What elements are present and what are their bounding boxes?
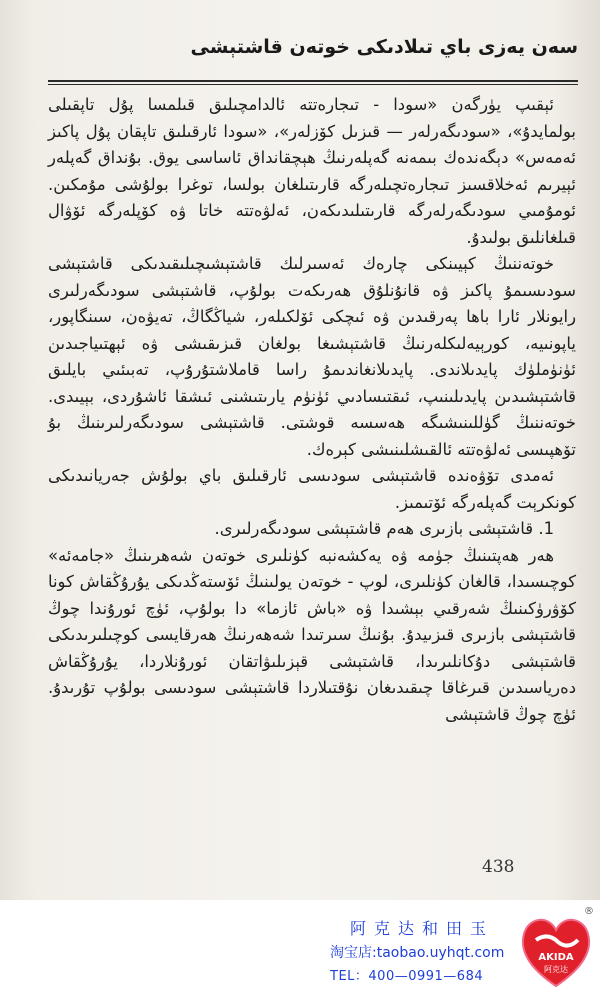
watermark-phone: TEL：400—0991—684 (330, 969, 484, 984)
paragraph-4: ھەر ھەپتىنىڭ جۈمە ۋە يەكشەنبە كۈنلىرى خوتەن شەھرىنىڭ «جامەئە» كوچىسىدا، قالغان كۈنلىرى، لوپ - خوتەن يولىنىڭ ئۆستەڭدىكى يۇرۇڭقاش كونا كۆۋرۈكىنىڭ شەرقىي بېشىدا ۋە «باش ئازما» دا بولۇپ، ئۈچ ئورۇندا چوڭ قاشتېشى بازىرى قىزىيدۇ. بۇنىڭ سىرتىدا شەھەرنىڭ ھەرقايسى كوچىلىرىدىكى قاشتېشى دۇكانلىرىدا، قاشتېشى قېزىلىۋاتقان ئورۇنلاردا، يۇرۇڭقاش دەرياسىدىن قىرغاقا چىقىدىغان نۇقتىلاردا قاشتېشى سودىسى بولۇپ تۇرىدۇ. ئۈچ چوڭ قاشتېشى (48, 545, 576, 724)
paragraph-2: خوتەننىڭ كېيىنكى چارەك ئەسىرلىك قاشتېشىچىلىقىدىكى قاشتېشى سودىسىمۇ پاكىز ۋە قانۇنلۇق ھەرىكەت بولۇپ، قاشتېشى سودىگەرلىرى رايونلار ئارا باھا پەرقىدىن ۋە ئىچكى ئۆلكىلەر، شياڭگاڭ، تەيۋەن، سىنگاپور، ياپونىيە، كورېيەلىكلەرنىڭ قاشتېشىغا بولغان قىزىقىشى ۋە ئېھتىياجىدىن ئۈنۈملۈك پايدىلاندى. پايدىلانغاندىمۇ راسا قاملاشتۇرۇپ، تەبىئىي بايلىق قاشتېشىدىن پايدىلىنىپ، ئىقتىسادىي ئۈنۈم يارىتىشنى ئىشقا ئاشۇردى، بېيىدى. خوتەننىڭ گۈللىنىشىگە ھەسسە قوشتى. قاشتېشى سودىگەرلىرىنىڭ بۇ تۆھپىسى ئەلۋەتتە ئالقىشلىنىشى كېرەك. (48, 254, 576, 459)
registered-mark: ® (584, 906, 594, 917)
body-text (48, 92, 576, 728)
brand-logo-heart-icon (518, 910, 594, 990)
section-heading: 1. قاشتېشى بازىرى ھەم قاشتېشى سودىگەرلىرى. (214, 519, 554, 538)
logo-akida-cn-text: 阿克达 (544, 965, 568, 974)
shop-watermark (330, 917, 518, 989)
page-number: 438 (482, 857, 515, 877)
paragraph-1: ئېقىپ يۈرگەن «سودا - تىجارەتتە ئالدامچىلىق قىلمسا پۇل تاپقىلى بولمايدۇ»، «سودىگەرلەر — قىزىل كۆزلەر»، «سودا ئارقىلىق تاپقان پۇل پاكىز ئەمەس» دېگەندەك بىمەنە گەپلەرنىڭ ھېچقانداق ئاساسى يوق. بۇنداق گەپلەر ئېيرىم ئەخلاقسىز تىجارەتچىلەرگە قارىتىلغان بولسا، توغرا بولۇشى مۇمكىن. ئومۇمىي سودىگەرلەرگە قارىتىلىدىكەن، ئەلۋەتتە خاتا ۋە كۆپلەرگە ئۆۋال قىلغانلىق بولىدۇ. (48, 95, 576, 247)
paragraph-3: ئەمدى تۆۋەندە قاشتېشى سودىسى ئارقىلىق باي بولۇش جەريانىدىكى كونكرېت گەپلەرگە ئۆتىمىز. (48, 466, 576, 512)
header-rule (48, 80, 578, 85)
logo-akida-text: AKIDA (538, 952, 574, 963)
watermark-shop-url: 淘宝店:taobao.uyhqt.com (330, 945, 505, 961)
running-header: سەن يەزى باي تىلادىكى خوتەن قاشتېشى (190, 36, 578, 58)
watermark-shop-name: 阿克达和田玉 (350, 919, 495, 938)
